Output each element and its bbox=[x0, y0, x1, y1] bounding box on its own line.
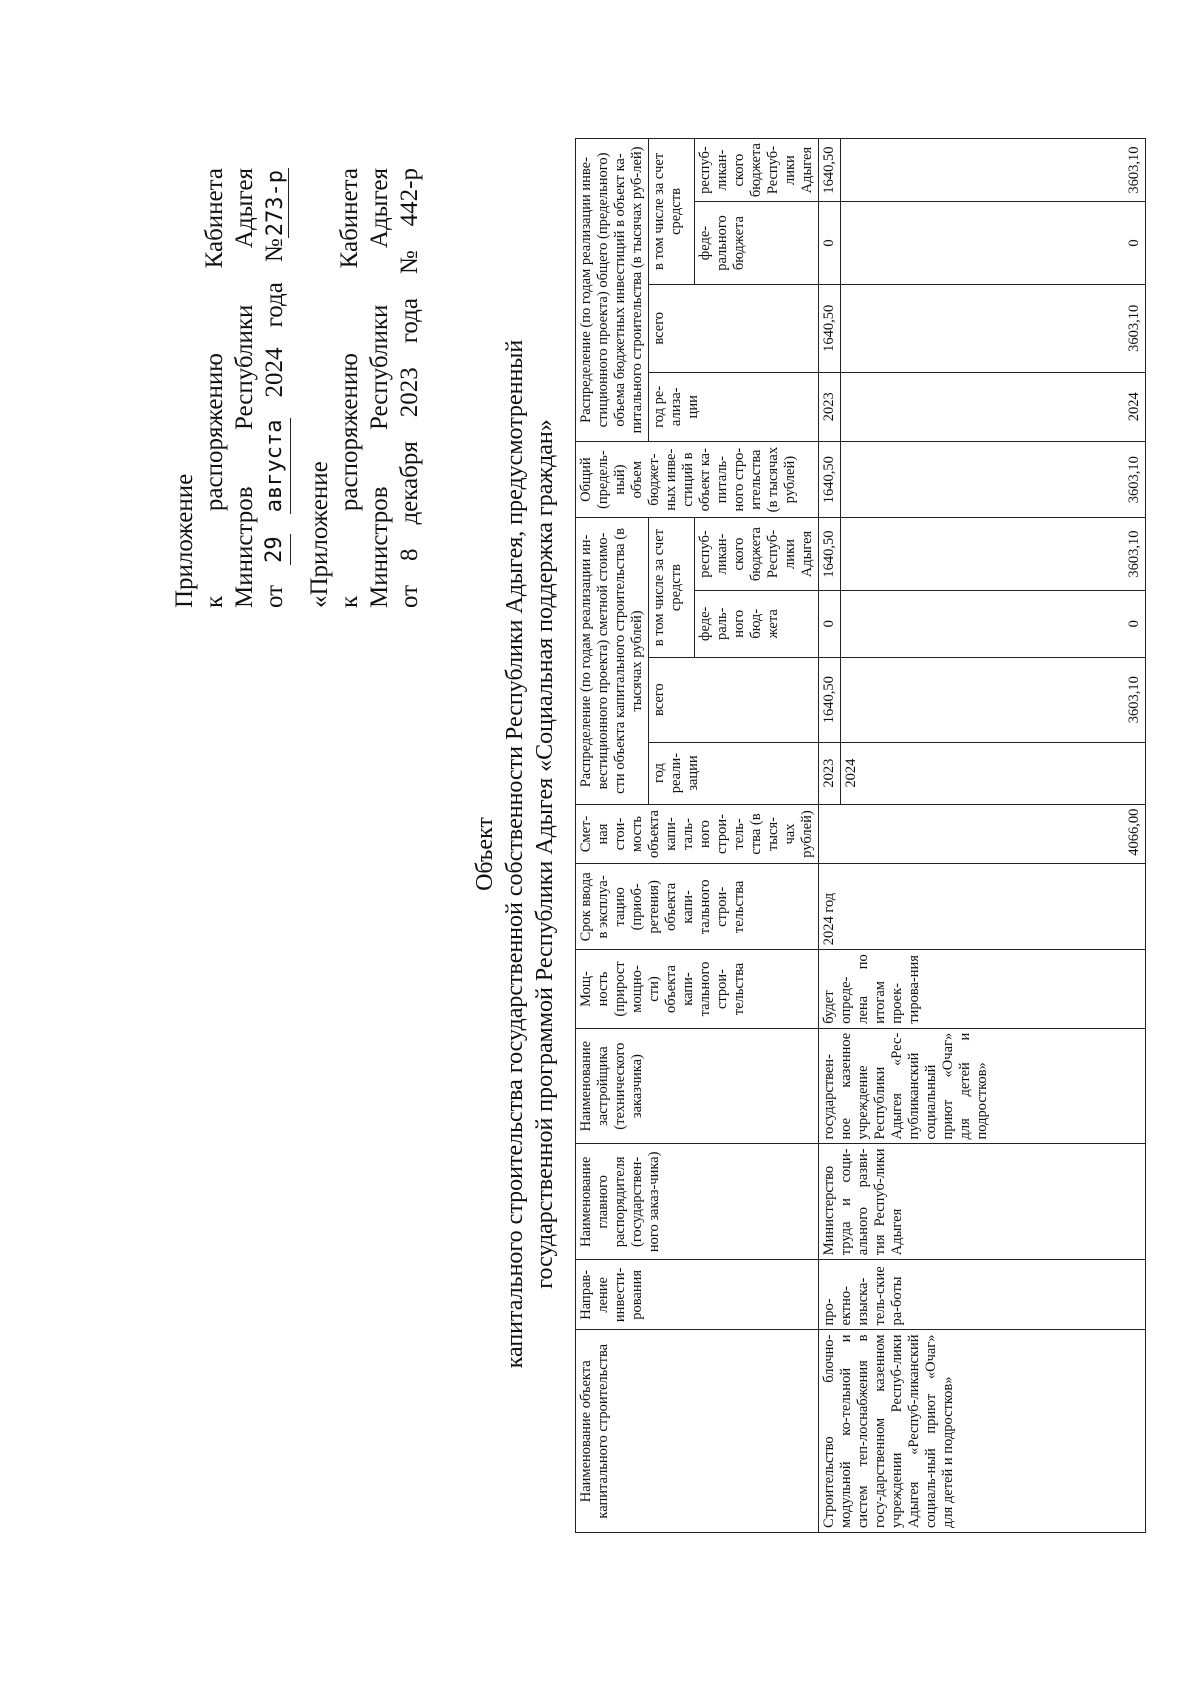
header-word: Республики bbox=[231, 304, 258, 431]
col-header-total: всего bbox=[649, 284, 819, 372]
cell-total: 3603,10 bbox=[841, 657, 1146, 742]
header-word: 8 bbox=[396, 548, 423, 561]
cell-total: 1640,50 bbox=[819, 284, 841, 372]
handwritten-order-number: 273-р bbox=[263, 170, 288, 237]
header-order-number: 442-р bbox=[396, 168, 423, 227]
appendix-label: «Приложение bbox=[306, 461, 333, 608]
cell-estimate: 4066,00 bbox=[819, 804, 1146, 864]
header-word: Министров bbox=[366, 486, 393, 608]
handwritten-day: 29 bbox=[260, 534, 291, 565]
col-header-capacity: Мощ-ность (прирост мощно-сти) объекта капи-тального строи-тельства bbox=[576, 950, 819, 1029]
cell-republic: 1640,50 bbox=[819, 139, 841, 202]
cell-year: 2024 bbox=[841, 742, 1146, 804]
title-line: государственной программой Республики Адыгея «Социальная поддержка граждан» bbox=[532, 419, 558, 1289]
cell-total: 3603,10 bbox=[841, 284, 1146, 372]
cell-republic: 3603,10 bbox=[841, 139, 1146, 202]
header-word: от bbox=[261, 584, 288, 608]
cell-federal: 0 bbox=[841, 590, 1146, 657]
cell-year: 2023 bbox=[819, 372, 841, 441]
header-word: Адыгея bbox=[231, 168, 258, 249]
header-word: года bbox=[396, 298, 423, 344]
handwritten-month: августа bbox=[260, 418, 291, 515]
header-word: Министров bbox=[231, 486, 258, 608]
col-header-total-invest: Общий (предель-ный) объем бюджет-ных инве-стиций в объект ка-питаль-ного стро-ительства (в тысячах рублей) bbox=[576, 441, 819, 517]
cell-federal: 0 bbox=[841, 202, 1146, 285]
col-header-developer: Наименование застройщика (технического заказчика) bbox=[576, 1028, 819, 1144]
header-word: распоряжению bbox=[336, 353, 363, 512]
table-row bbox=[819, 139, 841, 1533]
col-header-dist-estimate: Распределение (по годам реализации ин-вестиционного проекта) сметной стоимо-сти объекта капитального строительства (в тысячах рублей) bbox=[576, 518, 649, 804]
cell-republic: 1640,50 bbox=[819, 518, 841, 590]
header-word: Кабинета bbox=[201, 168, 228, 269]
header-word: к bbox=[336, 595, 363, 608]
col-header-year: год ре-ализа-ции bbox=[649, 372, 819, 441]
cell-capacity: будет опреде-лена по итогам проек-тирова-ния bbox=[819, 950, 1146, 1029]
col-header-estimate: Смет-ная стои-мость объекта капи-таль-ного строи-тель-ства (в тыся-чах рублей) bbox=[576, 804, 819, 864]
header-word: распоряжению bbox=[201, 353, 228, 512]
header-word: декабря bbox=[396, 441, 423, 525]
header-year: 2024 bbox=[261, 347, 288, 398]
cell-year: 2024 bbox=[841, 372, 1146, 441]
col-header-total: всего bbox=[649, 657, 819, 742]
header-word: Кабинета bbox=[336, 168, 363, 269]
header-word: Адыгея bbox=[366, 168, 393, 249]
document-title bbox=[470, 0, 560, 1708]
cell-federal: 0 bbox=[819, 202, 841, 285]
appendix-header-current bbox=[170, 168, 291, 608]
appendix-header-previous bbox=[305, 168, 425, 608]
col-header-name: Наименование объекта капитального строительства bbox=[576, 1330, 819, 1533]
col-header-term: Срок ввода в эксплуа-тацию (приоб-ретения) объекта капи-тального строи-тельства bbox=[576, 864, 819, 950]
cell-name: Строительство блочно-модульной ко-тельной и систем теп-лоснабжения в госу-дарственном казенном учреждении Респуб-лики Адыгея «Респуб-ликанский социаль-ный приют «Очаг» для детей и подростков» bbox=[819, 1330, 1146, 1533]
capital-construction-table bbox=[575, 138, 1146, 1533]
cell-developer: государствен-ное казенное учреждение Республики Адыгея «Рес-публиканский социальный приют «Очаг» для детей и подростков» bbox=[819, 1028, 1146, 1144]
cell-total: 1640,50 bbox=[819, 657, 841, 742]
col-header-direction: Направ-ление инвести-рования bbox=[576, 1260, 819, 1330]
title-line: Объект bbox=[472, 817, 498, 891]
col-header-incl: в том числе за счет средств bbox=[649, 518, 695, 658]
number-sign: № bbox=[261, 238, 288, 263]
cell-year: 2023 bbox=[819, 742, 841, 804]
col-header-federal: феде-раль-ного бюд-жета bbox=[695, 590, 819, 657]
col-header-dist-invest: Распределение (по годам реализации инве-стиционного проекта) общего (предельного) объема бюджетных инвестиций в объект ка-питального строительства (в тысячах руб-лей) bbox=[576, 139, 649, 442]
cell-total-invest: 3603,10 bbox=[841, 441, 1146, 517]
cell-federal: 0 bbox=[819, 590, 841, 657]
cell-total-invest: 1640,50 bbox=[819, 441, 841, 517]
cell-term: 2024 год bbox=[819, 864, 1146, 950]
cell-direction: про-ектно-изыска-тель-ские ра-боты bbox=[819, 1260, 1146, 1330]
col-header-year: год реали-зации bbox=[649, 742, 819, 804]
col-header-republic: респуб-ликан-ского бюджета Респуб-лики Адыгея bbox=[695, 139, 819, 202]
header-row bbox=[576, 139, 649, 1533]
header-word: года bbox=[261, 282, 288, 328]
header-word: 2023 bbox=[396, 367, 423, 418]
header-word: к bbox=[201, 595, 228, 608]
header-word: от bbox=[396, 584, 423, 608]
number-sign: № bbox=[396, 250, 423, 275]
cell-manager: Министерство труда и соци-ального разви-тия Респуб-лики Адыгея bbox=[819, 1144, 1146, 1260]
appendix-label: Приложение bbox=[171, 473, 198, 608]
title-line: капитального строительства государственной собственности Республики Адыгея, предусмотренный bbox=[502, 339, 528, 1369]
header-word: Республики bbox=[366, 304, 393, 431]
col-header-incl: в том числе за счет средств bbox=[649, 139, 695, 285]
col-header-manager: Наименование главного распорядителя (государствен-ного заказ-чика) bbox=[576, 1144, 819, 1260]
col-header-federal: феде-рального бюджета bbox=[695, 202, 819, 285]
cell-republic: 3603,10 bbox=[841, 518, 1146, 590]
col-header-republic: респуб-ликан-ского бюджета Респуб-лики Адыгея bbox=[695, 518, 819, 590]
